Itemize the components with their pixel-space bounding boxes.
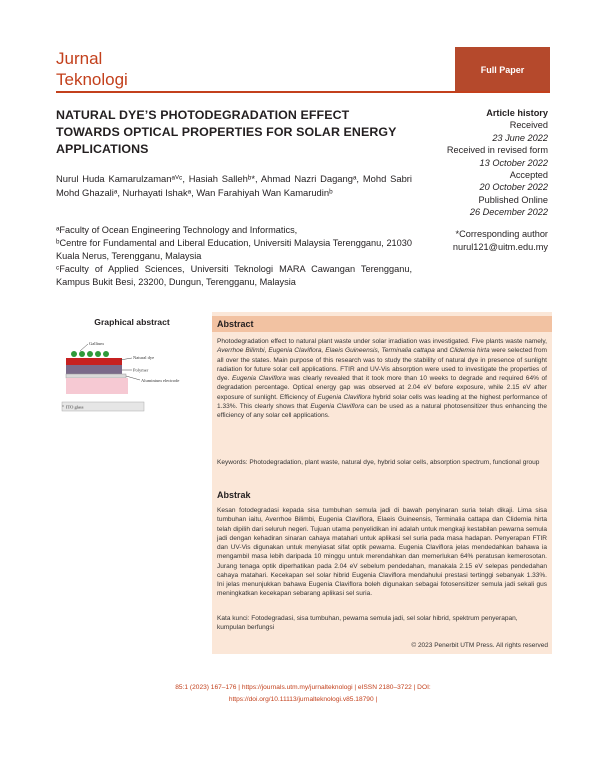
pink-layer <box>66 378 128 394</box>
affiliation-a: ᵃFaculty of Ocean Engineering Technology and Informatics, <box>56 225 298 235</box>
history-heading: Article history <box>486 108 548 118</box>
abstract-segment: were selected from all over the states. Main purpose of this research was to study the stability of natural dye in presence of sunlight radiation for future solar cell applications. FTIR and UV-Vis absorption were used to investigate the properties of dye. <box>217 347 547 382</box>
accepted-label: Accepted <box>509 170 548 181</box>
received-date: 23 June 2022 <box>492 132 548 143</box>
affiliation-b: ᵇCentre for Fundamental and Liberal Education, Universiti Malaysia Terengganu, 21030 Kuala Nerus, Terengganu, Malaysia <box>56 238 412 261</box>
species-name: Eugenia Claviflora <box>232 375 286 382</box>
journal-name-line2: Teknologi <box>56 70 128 89</box>
abstract-text <box>217 337 547 420</box>
correspondence <box>416 228 548 254</box>
polymer-label: Polymer <box>133 367 149 373</box>
abstract-segment: Photodegradation effect to natural plant waste under solar irradiation was investigated. Five plants waste namely, <box>217 338 547 345</box>
abstrak-keywords: Kata kunci: Fotodegradasi, sisa tumbuhan, pewarna semula jadi, sel solar hibrid, spektrum penyerapan, kumpulan berfungsi <box>217 615 518 632</box>
abstract-segment: can be used as a natural photosensitizer thus enhancing the efficiency of any solar cell applications. <box>217 402 547 419</box>
aluminium-electrode <box>66 374 126 378</box>
footer-citation[interactable]: 85:1 (2023) 167–176 | https://journals.utm.my/jurnalteknologi | eISSN 2180–3722 | DOI: <box>175 684 431 691</box>
species-name: Clidemia hirta <box>449 347 490 355</box>
abstract-segment: hybrid solar cells was leading at the highest performance of 1.33%. This clearly shows that <box>217 393 548 410</box>
header-rule <box>56 91 550 93</box>
journal-name <box>56 48 128 90</box>
gallium-contacts <box>71 351 109 357</box>
abstract-segment: and <box>434 347 450 355</box>
ito-label: ITO glass <box>66 404 84 410</box>
paper-type-badge: Full Paper <box>455 47 550 92</box>
polymer-layer <box>66 365 122 374</box>
gallium-label: Gallium <box>89 341 104 346</box>
published-label: Published Online <box>478 194 548 205</box>
abstrak-heading: Abstrak <box>217 490 251 500</box>
corresponding-label: *Corresponding author <box>455 229 548 239</box>
author-list: Nurul Huda Kamarulzamanᵃⱽᶜ, Hasiah Sallehᵇ*, Ahmad Nazri Dagangᵃ, Mohd Sabri Mohd Ghazaliᵃ, Nurhayati Ishakᵃ, Wan Farahiyah Wan Kamarudinᵇ <box>56 173 412 198</box>
abstrak-text: Kesan fotodegradasi kepada sisa tumbuhan semula jadi di bawah penyinaran suria telah dikaji. Lima sisa tumbuhan iaitu, Averrhoe Bilimbi, Eugenia Claviflora, Elaeis Guineensis, Terminalia cattapa dan Clidemia hirta telah dipilih dari seluruh negeri. Tujuan utama penyelidikan ini adalah untuk mengkaji kestabilan pewarna semula jadi dengan kehadiran sinaran cahaya matahari untuk aplikasi sel suria pada masa hadapan. Penyerapan FTIR dan UV-Vis digunakan untuk menyiasat sifat optik pewarna. Eugenia Claviflora jelas mendedahkan bahawa ia mengambil masa lebih daripada 10 minggu untuk merendahkan dan memerlukan 64% peratusan kemerosotan. Jurang tenaga optik diperhatikan pada 2.04 eV sebelum pendedahan, manakala 2.15 eV selepas pendedahan cahaya matahari. Kecekapan sel solar hibrid Eugenia Claviflora mendahului prestasi tertinggi sebanyak 1.33%. Ini jelas menunjukkan bahawa Eugenia Claviflora boleh digunakan sebagai fotosensitizer semula jadi sekali gus meningkatkan kecekapan sebarang aplikasi sel suria. <box>217 507 547 598</box>
species-name: Eugenia Claviflora <box>317 393 371 401</box>
abstract-heading: Abstract <box>212 316 552 332</box>
footer-doi[interactable]: https://doi.org/10.11113/jurnalteknologi.v85.18790 | <box>228 696 378 703</box>
received-label: Received <box>509 120 548 131</box>
affiliations <box>56 224 412 289</box>
page-footer <box>56 682 550 706</box>
graphical-abstract-figure <box>60 336 210 436</box>
journal-name-line1: Jurnal <box>56 49 103 68</box>
copyright-notice: © 2023 Penerbit UTM Press. All rights reserved <box>411 642 548 649</box>
article-history <box>416 107 548 219</box>
aluminium-label: Aluminium electrode <box>141 378 180 383</box>
natural-dye-label: Natural dye <box>133 355 155 360</box>
paper-title: NATURAL DYE’S PHOTODEGRADATION EFFECT TOWARDS OPTICAL PROPERTIES FOR SOLAR ENERGY APPLICATIONS <box>56 108 397 156</box>
abstract-keywords: Keywords: Photodegradation, plant waste, natural dye, hybrid solar cells, absorption spectrum, functional group <box>217 459 540 466</box>
species-name: Eugenia Claviflora <box>310 402 365 410</box>
graphical-abstract-heading: Graphical abstract <box>94 317 170 327</box>
revised-date: 13 October 2022 <box>479 157 548 168</box>
abstract-segment: was clearly revealed that it took more than 10 weeks to degrade and required 64% of degradation percentage. Optical energy gap was observed at 2.04 eV before exposure, while 2.15 eV after exposure of sunlight. Efficiency of <box>217 375 548 401</box>
natural-dye-layer <box>66 358 122 365</box>
accepted-date: 20 October 2022 <box>479 182 548 193</box>
published-date: 26 December 2022 <box>469 207 548 218</box>
corresponding-email[interactable]: nurul121@uitm.edu.my <box>452 242 548 252</box>
species-name: Averrhoe Bilimbi, Eugenia Claviflora, Elaeis Guineensis, Terminalia cattapa <box>217 347 435 355</box>
revised-label: Received in revised form <box>446 145 548 156</box>
affiliation-c: ᶜFaculty of Applied Sciences, Universiti Teknologi MARA Cawangan Terengganu, Kampus Bukit Besi, 23200, Dungun, Terengganu, Malaysia <box>56 264 412 287</box>
